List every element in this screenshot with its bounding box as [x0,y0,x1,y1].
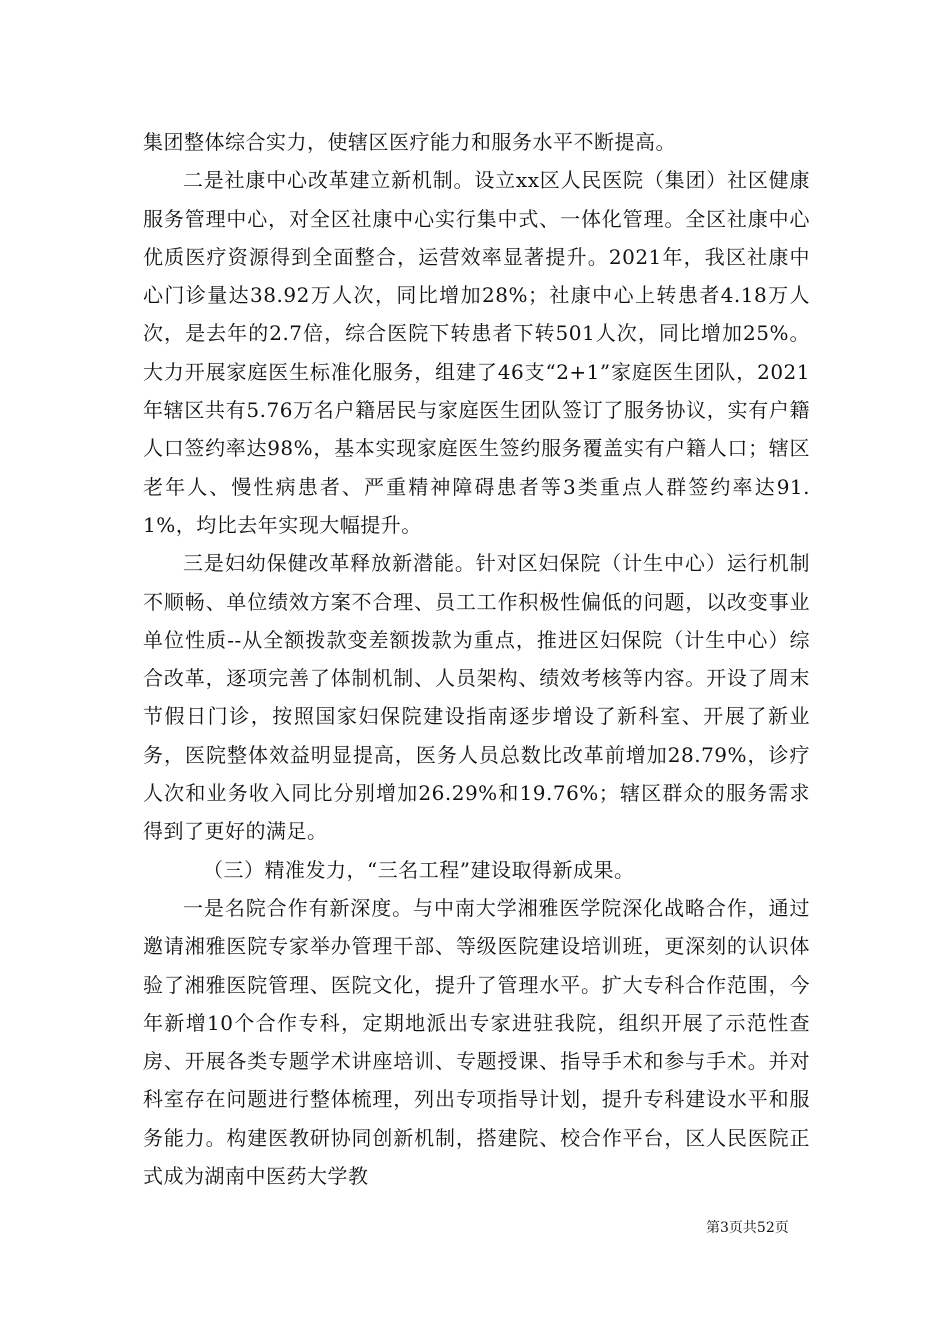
paragraph-maternal-child-reform: 三是妇幼保健改革释放新潜能。针对区妇保院（计生中心）运行机制不顺畅、单位绩效方案不合理、员工工作积极性偏低的问题，以改变事业单位性质--从全额拨款变差额拨款为重点，推进区妇保院（计生中心）综合改革，逐项完善了体制机制、人员架构、绩效考核等内容。开设了周末节假日门诊，按照国家妇保院建设指南逐步增设了新科室、开展了新业务，医院整体效益明显提高，医务人员总数比改革前增加28.79%，诊疗人次和业务收入同比分别增加26.29%和19.76%；辖区群众的服务需求得到了更好的满足。 [143,551,810,844]
paragraph-continuation: 集团整体综合实力，使辖区医疗能力和服务水平不断提高。 [143,130,676,154]
page-number: 第3页共52页 [706,1220,789,1236]
section-heading: （三）精准发力，“三名工程”建设取得新成果。 [203,857,635,882]
paragraph-community-health-reform: 二是社康中心改革建立新机制。设立xx区人民医院（集团）社区健康服务管理中心，对全区社康中心实行集中式、一体化管理。全区社康中心优质医疗资源得到全面整合，运营效率显著提升。2021年，我区社康中心门诊量达38.92万人次，同比增加28%；社康中心上转患者4.18万人次，是去年的2.7倍，综合医院下转患者下转501人次，同比增加25%。大力开展家庭医生标准化服务，组建了46支“2+1”家庭医生团队，2021年辖区共有5.76万名户籍居民与家庭医生团队签订了服务协议，实有户籍人口签约率达98%，基本实现家庭医生签约服务覆盖实有户籍人口；辖区老年人、慢性病患者、严重精神障碍患者等3类重点人群签约率达91.1%，均比去年实现大幅提升。 [143,168,810,537]
paragraph-famous-hospital-cooperation: 一是名院合作有新深度。与中南大学湘雅医学院深化战略合作，通过邀请湘雅医院专家举办管理干部、等级医院建设培训班，更深刻的认识体验了湘雅医院管理、医院文化，提升了管理水平。扩大专科合作范围，今年新增10个合作专科，定期地派出专家进驻我院，组织开展了示范性查房、开展各类专题学术讲座培训、专题授课、指导手术和参与手术。并对科室存在问题进行整体梳理，列出专项指导计划，提升专科建设水平和服务能力。构建医教研协同创新机制，搭建院、校合作平台，区人民医院正式成为湖南中医药大学教 [143,895,810,1189]
document-body [143,123,810,1195]
